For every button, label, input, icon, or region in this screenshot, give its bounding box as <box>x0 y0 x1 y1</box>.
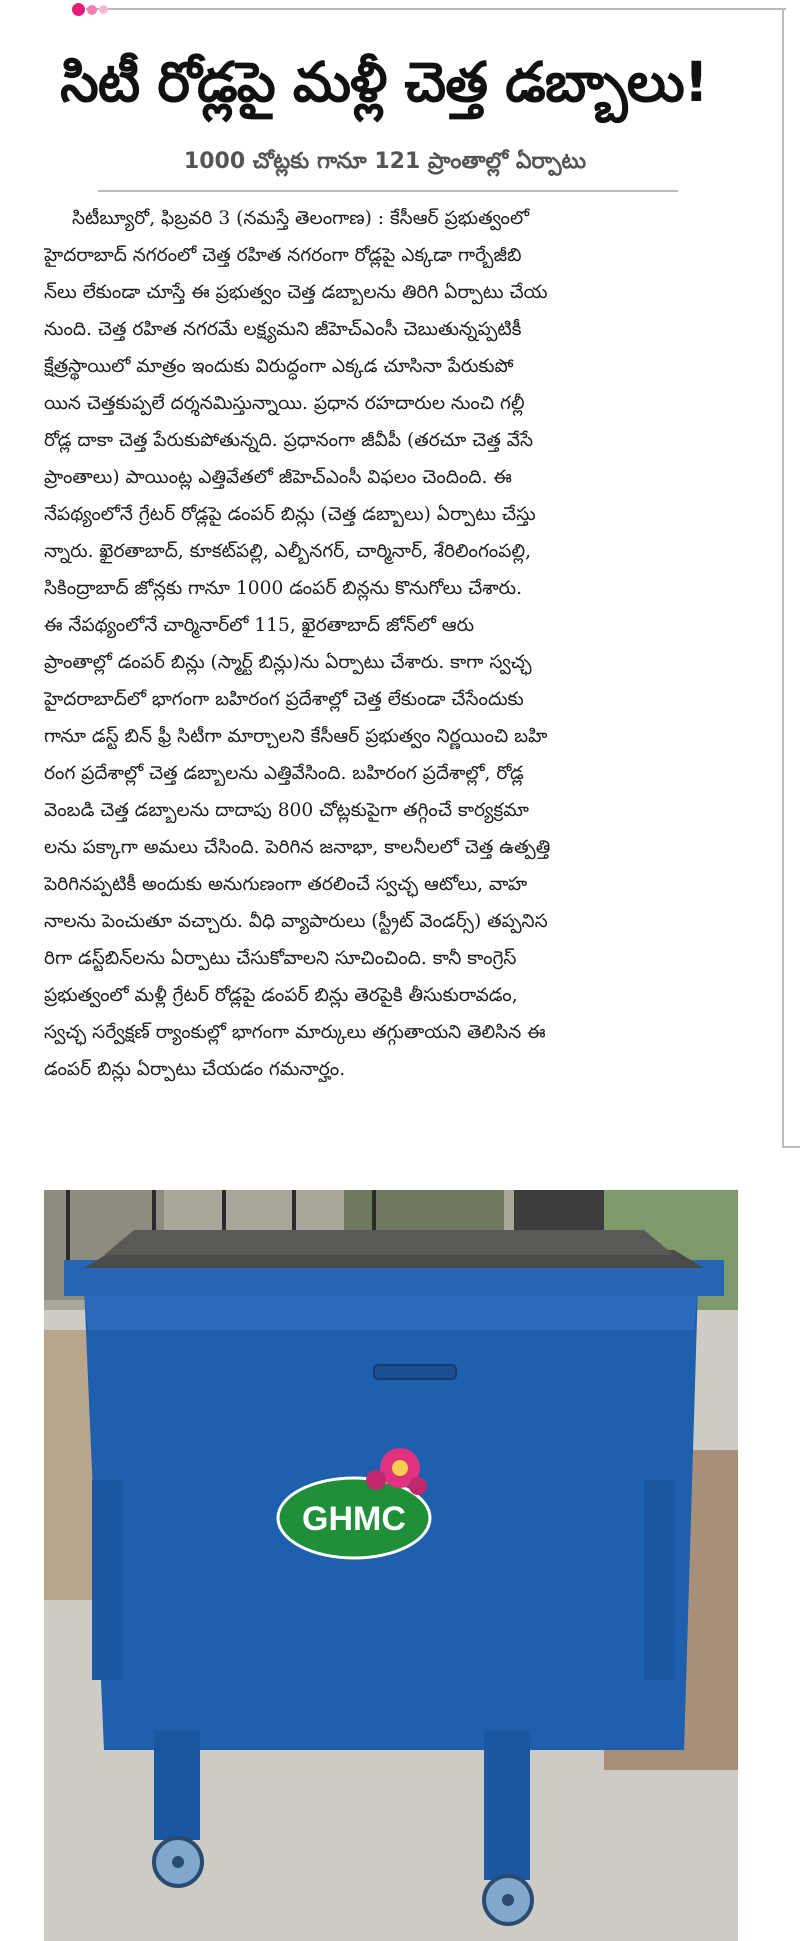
article-line: సికింద్రాబాద్ జోన్లకు గానూ 1000 డంపర్ బిన్లను కొనుగోలు చేశారు. <box>44 578 523 599</box>
brand-dot-tertiary <box>99 5 108 14</box>
article-line: న్నారు. ఖైరతాబాద్, కూకట్‌పల్లి, ఎల్బీనగర్, చార్మినార్, శేరిలింగంపల్లి, <box>44 541 531 562</box>
subheadline-rule <box>98 190 678 192</box>
article-line: ప్రాంతాలు) పాయింట్ల ఎత్తివేతలో జీహెచ్‌ఎంసీ విఫలం చెందింది. ఈ <box>44 467 512 488</box>
article-line: లను పక్కాగా అమలు చేసింది. పెరిగిన జనాభా, కాలనీలలో చెత్త ఉత్పత్తి <box>44 837 551 858</box>
article-line: సిటీబ్యూరో, ఫిబ్రవరి 3 (నమస్తే తెలంగాణ) : కేసీఆర్ ప్రభుత్వంలో <box>72 208 530 229</box>
article-line: నుంది. చెత్త రహిత నగరమే లక్ష్యమని జీహెచ్‌ఎంసీ చెబుతున్నప్పటికీ <box>44 319 522 340</box>
brand-dot-primary <box>72 3 85 16</box>
article-line: క్షేత్రస్థాయిలో మాత్రం ఇందుకు విరుద్ధంగా ఎక్కడ చూసినా పేరుకుపో <box>44 356 514 377</box>
article-line: హైదరాబాద్‌లో భాగంగా బహిరంగ ప్రదేశాల్లో చెత్త లేకుండా చేసేందుకు <box>44 689 524 710</box>
article-line: రంగ ప్రదేశాల్లో చెత్త డబ్బాలను ఎత్తివేసింది. బహిరంగ ప్రదేశాల్లో, రోడ్ల <box>44 763 524 784</box>
article-line: నేపథ్యంలోనే గ్రేటర్ రోడ్లపై డంపర్ బిన్లు (చెత్త డబ్బాలు) ఏర్పాటు చేస్తు <box>44 504 536 525</box>
dumpster-bin-image <box>44 1190 738 1941</box>
article-line: ప్రభుత్వంలో మళ్లీ గ్రేటర్ రోడ్లపై డంపర్ బిన్లు తెరపైకి తీసుకురావడం, <box>44 985 518 1006</box>
article-line: గానూ డస్ట్ బిన్ ఫ్రీ సిటీగా మార్చాలని కేసీఆర్ ప్రభుత్వం నిర్ణయించి బహి <box>44 726 548 747</box>
article-line: హైదరాబాద్ నగరంలో చెత్త రహిత నగరంగా రోడ్లపై ఎక్కడా గార్బేజీబి <box>44 245 522 266</box>
ghmc-logo-text: GHMC <box>302 1500 406 1538</box>
article-line: ప్రాంతాల్లో డంపర్ బిన్లు (స్మార్ట్ బిన్లు)ను ఏర్పాటు చేశారు. కాగా స్వచ్ఛ <box>44 652 532 673</box>
article-line: డంపర్ బిన్లు ఏర్పాటు చేయడం గమనార్హం. <box>44 1059 346 1080</box>
article-body <box>44 200 734 1088</box>
article-line: న్‌లు లేకుండా చూస్తే ఈ ప్రభుత్వం చెత్త డబ్బాలను తిరిగి ఏర్పాటు చేయ <box>44 282 548 303</box>
article-line: పెరిగినప్పటికీ అందుకు అనుగుణంగా తరలించే స్వచ్ఛ ఆటోలు, వాహ <box>44 874 528 895</box>
column-rule-end <box>782 1146 800 1148</box>
article-line: రోడ్ల దాకా చెత్త పేరుకుపోతున్నది. ప్రధానంగా జీవీపీ (తరచూ చెత్త వేసే <box>44 430 533 451</box>
brand-dots-icon <box>72 3 108 16</box>
article-line: యిన చెత్తకుప్పలే దర్శనమిస్తున్నాయి. ప్రధాన రహదారుల నుంచి గల్లీ <box>44 393 525 414</box>
caster-wheel-icon <box>484 1876 532 1924</box>
article-line: నాలను పెంచుతూ వచ్చారు. వీధి వ్యాపారులు (స్ట్రీట్ వెండర్స్) తప్పనిస <box>44 911 548 932</box>
top-rule <box>86 8 786 10</box>
column-rule <box>782 8 784 1148</box>
headline: సిటీ రోడ్లపై మళ్లీ చెత్త డబ్బాలు! <box>60 50 708 114</box>
brand-dot-secondary <box>87 5 97 15</box>
article-line: ఈ నేపథ్యంలోనే చార్మినార్‌లో 115, ఖైరతాబాద్ జోన్‌లో ఆరు <box>44 615 475 636</box>
dumpster-photo <box>44 1190 738 1941</box>
caster-wheel-icon <box>154 1838 202 1886</box>
article-line: వెంబడి చెత్త డబ్బాలను దాదాపు 800 చోట్లకుపైగా తగ్గించే కార్యక్రమా <box>44 800 529 821</box>
article-line: స్వచ్ఛ సర్వేక్షణ్ ర్యాంకుల్లో భాగంగా మార్కులు తగ్గుతాయని తెలిసిన ఈ <box>44 1022 546 1043</box>
article-line: రిగా డస్ట్‌బిన్‌లను ఏర్పాటు చేసుకోవాలని సూచించింది. కానీ కాంగ్రెస్ <box>44 948 517 969</box>
subheadline: 1000 చోట్లకు గానూ 121 ప్రాంతాల్లో ఏర్పాటు <box>183 149 587 174</box>
